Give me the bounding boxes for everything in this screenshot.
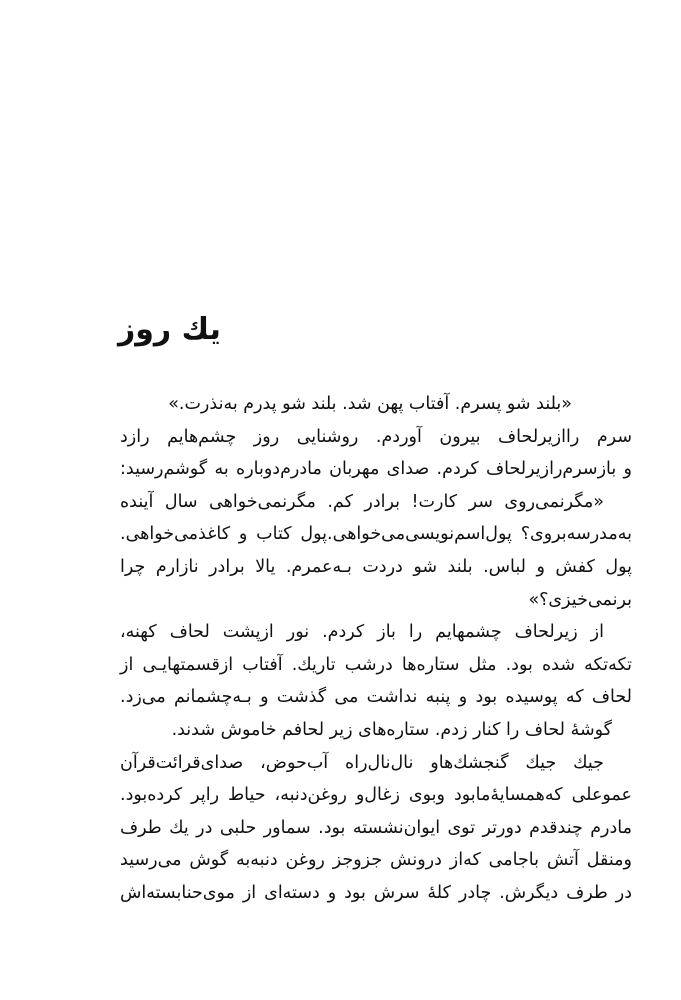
text-line: «بلند شو پسرم. آفتاب پهن شد. بلند شو پدرم به‌نذرت.» xyxy=(168,394,572,414)
body-text xyxy=(120,388,632,910)
text-line: از زیرلحاف چشمهایم را باز کردم. نور ازپشت لحاف کهنه، xyxy=(120,622,604,643)
text-line: ومنقل آتش باجامی که‌از درونش جزوجز روغن دنبه‌به گوش می‌رسید xyxy=(120,850,632,871)
text-line: «مگرنمی‌روی سر کارت! برادر کم. مگرنمی‌خواهی سال آینده xyxy=(120,491,604,512)
text-line: لحاف که پوسیده بود و پنبه نداشت می گذشت و بـه‌چشمانم می‌زد. xyxy=(120,687,632,708)
text-line: مادرم چندقدم دورتر توی ایوان‌نشسته بود. سماور حلبی در یك طرف xyxy=(120,817,632,838)
text-line: تکه‌تکه شده بود. مثل ستاره‌ها درشب تاریك. آفتاب ازقسمتهایـی از xyxy=(120,654,632,675)
text-line: پول کفش و لباس. بلند شو دردت بـه‌عمرم. یالا برادر نازارم چرا xyxy=(120,556,632,577)
text-line: به‌مدرسه‌بروی؟ پول‌اسم‌نویسی‌می‌خواهی.پول کتاب و کاغذمی‌خواهی. xyxy=(120,524,632,545)
text-line: گوشهٔ لحاف را کنار زدم. ستاره‌های زیر لحافم خاموش شدند. xyxy=(171,719,612,740)
text-line: جیك جیك گنجشك‌هاو نال‌نال‌راه آب‌حوض، صدای‌قرائت‌قرآن xyxy=(120,752,604,773)
text-line: سرم راازیرلحاف بیرون آوردم. روشنایی روز چشم‌هایم رازد xyxy=(120,426,632,447)
chapter-title: یك روز xyxy=(118,312,221,347)
text-line: در طرف دیگرش. چادر کلهٔ سرش بود و دسته‌ای از موی‌حنابسته‌اش xyxy=(120,882,632,903)
text-line: برنمی‌خیزی؟» xyxy=(528,589,632,610)
text-line: عموعلی که‌همسایهٔ‌مابود وبوی زغال‌و روغن‌دنبه، حیاط راپر کرده‌بود. xyxy=(120,785,632,806)
text-line: و بازسرم‌رازیرلحاف کردم. صدای مهربان مادرم‌دوباره به گوشم‌رسید: xyxy=(120,459,632,480)
